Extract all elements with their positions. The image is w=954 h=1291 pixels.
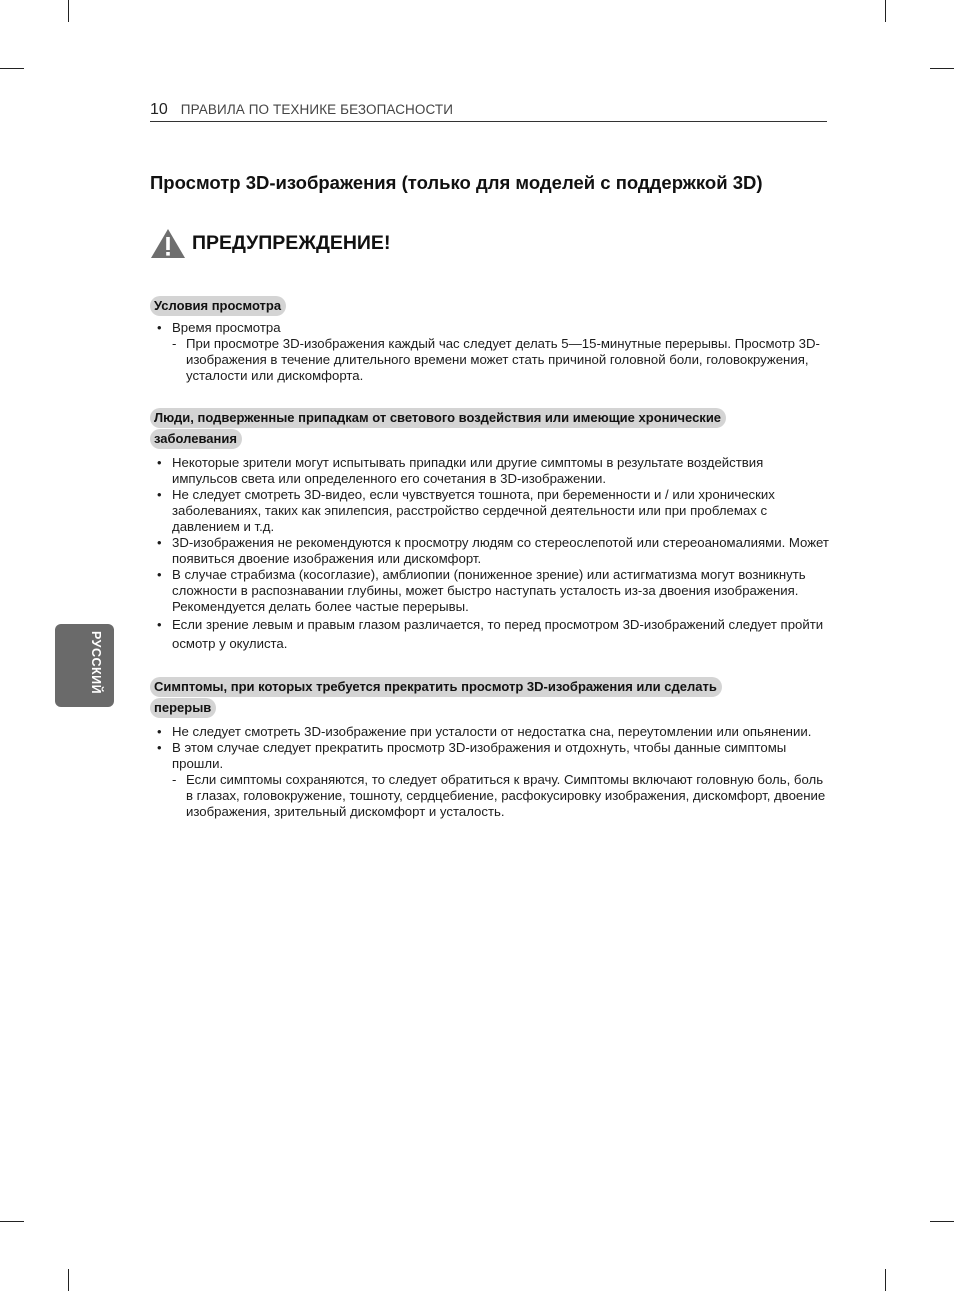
bullet-list [150, 455, 830, 653]
section-heading [150, 429, 830, 450]
header-title: ПРАВИЛА ПО ТЕХНИКЕ БЕЗОПАСНОСТИ [180, 102, 454, 117]
section-heading-pill: перерыв [150, 698, 216, 718]
sub-list [172, 336, 830, 384]
crop-mark [930, 68, 954, 69]
list-item-text: Если зрение левым и правым глазом различается, то перед просмотром 3D-изображений следует пройти осмотр у окулиста. [172, 617, 824, 651]
list-item-text: В этом случае следует прекратить просмотр 3D-изображения и отдохнуть, чтобы данные симптомы прошли. [172, 740, 787, 771]
bullet-icon: • [157, 535, 162, 550]
crop-mark [885, 1269, 886, 1291]
sub-list-item [172, 772, 830, 820]
bullet-icon: • [157, 567, 162, 582]
list-item [150, 455, 830, 487]
section-stop-symptoms [150, 677, 830, 820]
list-item-text: Не следует смотреть 3D-видео, если чувствуется тошнота, при беременности и / или хронических заболеваниях, таких как эпилепсия, расстройство сердечной деятельности или при проблемах с давлением и т.д. [172, 487, 775, 534]
list-item-text: Некоторые зрители могут испытывать припадки или другие симптомы в результате воздействия импульсов света или определенного его сочетания в 3D-изображении. [172, 455, 764, 486]
sub-list [172, 772, 830, 820]
list-item [150, 615, 830, 653]
list-item [150, 320, 830, 384]
crop-mark [885, 0, 886, 22]
crop-mark [930, 1221, 954, 1222]
sub-list-item [172, 336, 830, 384]
warning-triangle-icon [150, 228, 186, 259]
crop-mark [0, 1221, 24, 1222]
language-side-tab [55, 624, 114, 707]
language-side-tab-label: РУССКИЙ [89, 631, 103, 695]
list-item [150, 567, 830, 615]
section-heading [150, 698, 830, 719]
page-number: 10 [150, 101, 168, 118]
section-heading-pill: Симптомы, при которых требуется прекратить просмотр 3D-изображения или сделать [150, 677, 722, 697]
list-item-text: В случае страбизма (косоглазие), амблиопии (пониженное зрение) или астигматизма могут возникнуть сложности в распознавании глубины, может быстро наступать усталость из-за двоения изображения. Рекомендуется делать более частые перерывы. [172, 567, 806, 614]
sub-list-item-text: При просмотре 3D-изображения каждый час следует делать 5—15-минутные перерывы. Просмотр 3D-изображения в течение длительного времени может стать причиной головной боли, головокружения, усталости или дискомфорта. [186, 336, 820, 383]
section-heading-pill: Люди, подверженные припадкам от светового воздействия или имеющие хронические [150, 408, 726, 428]
bullet-list [150, 320, 830, 384]
list-item [150, 724, 830, 740]
warning-heading [150, 227, 390, 259]
section-heading-pill: Условия просмотра [150, 296, 286, 316]
crop-mark [68, 0, 69, 22]
bullet-list [150, 724, 830, 820]
list-item-text: 3D-изображения не рекомендуются к просмотру людям со стереослепотой или стереоаномалиями. Может появиться двоение изображения или дискомфорт. [172, 535, 829, 566]
section-heading [150, 296, 830, 317]
bullet-icon: • [157, 617, 162, 632]
dash-icon: - [172, 772, 177, 787]
crop-mark [0, 68, 24, 69]
warning-title: ПРЕДУПРЕЖДЕНИЕ! [192, 231, 391, 254]
list-item [150, 535, 830, 567]
bullet-icon: • [157, 455, 162, 470]
list-item-text: Время просмотра [172, 320, 281, 335]
list-item [150, 740, 830, 820]
section-viewing-conditions [150, 296, 830, 384]
dash-icon: - [172, 336, 177, 351]
page-title: Просмотр 3D-изображения (только для моделей с поддержкой 3D) [150, 172, 763, 193]
bullet-icon: • [157, 487, 162, 502]
list-item-text: Не следует смотреть 3D-изображение при усталости от недостатка сна, переутомлении или опьянении. [172, 724, 812, 739]
section-photosensitive [150, 408, 830, 653]
section-heading [150, 677, 830, 698]
bullet-icon: • [157, 320, 162, 335]
bullet-icon: • [157, 740, 162, 755]
section-heading [150, 408, 830, 429]
crop-mark [68, 1269, 69, 1291]
page-header [150, 101, 827, 122]
section-heading-pill: заболевания [150, 429, 242, 449]
bullet-icon: • [157, 724, 162, 739]
sub-list-item-text: Если симптомы сохраняются, то следует обратиться к врачу. Симптомы включают головную боль, боль в глазах, головокружение, тошноту, сердцебиение, расфокусировку изображения, дискомфорт, двоение изображения, зрительный дискомфорт и усталость. [186, 772, 826, 819]
list-item [150, 487, 830, 535]
